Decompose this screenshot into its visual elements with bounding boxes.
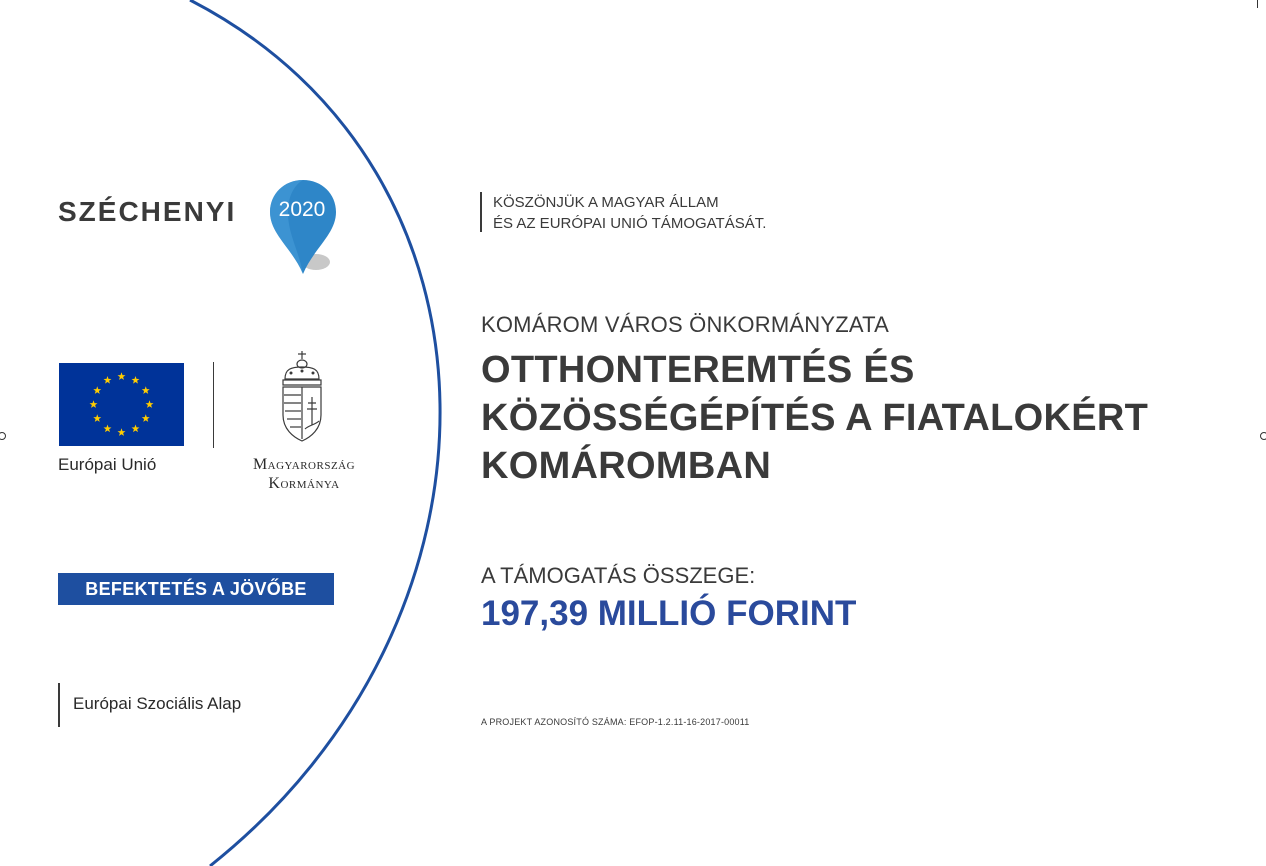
project-id: A PROJEKT AZONOSÍTÓ SZÁMA: EFOP-1.2.11-16-2017-00011 [481, 717, 750, 727]
beneficiary: KOMÁROM VÁROS ÖNKORMÁNYZATA [481, 312, 889, 337]
fund-label: Európai Szociális Alap [73, 694, 242, 713]
project-title-line-3: KOMÁROMBAN [481, 445, 772, 487]
thanks-text [493, 192, 766, 234]
logo-divider [213, 362, 214, 448]
eu-label: Európai Unió [58, 455, 157, 474]
fund-divider [58, 683, 60, 727]
government-line-2: Kormánya [268, 475, 340, 492]
thanks-divider [480, 192, 482, 232]
amount-label: A TÁMOGATÁS ÖSSZEGE: [481, 563, 756, 588]
map-pin-icon [268, 178, 338, 278]
logo-year: 2020 [278, 198, 326, 221]
government-line-1: Magyarország [252, 456, 356, 473]
project-title-line-2: KÖZÖSSÉGÉPÍTÉS A FIATALOKÉRT [481, 397, 1149, 439]
thanks-line-2: ÉS AZ EURÓPAI UNIÓ TÁMOGATÁSÁT. [493, 215, 767, 232]
thanks-line-1: KÖSZÖNJÜK A MAGYAR ÁLLAM [493, 194, 719, 211]
amount-value: 197,39 MILLIÓ FORINT [481, 594, 857, 633]
crop-mark [1257, 0, 1258, 8]
registration-mark-right [1260, 432, 1266, 440]
project-title-line-1: OTTHONTEREMTÉS ÉS [481, 349, 915, 391]
slogan-badge: BEFEKTETÉS A JÖVŐBE [58, 573, 334, 605]
coat-of-arms-icon [277, 349, 327, 445]
eu-flag-icon [59, 363, 184, 446]
szechenyi-brand: SZÉCHENYI [58, 196, 237, 227]
project-title [481, 346, 1241, 490]
government-label [229, 455, 379, 493]
